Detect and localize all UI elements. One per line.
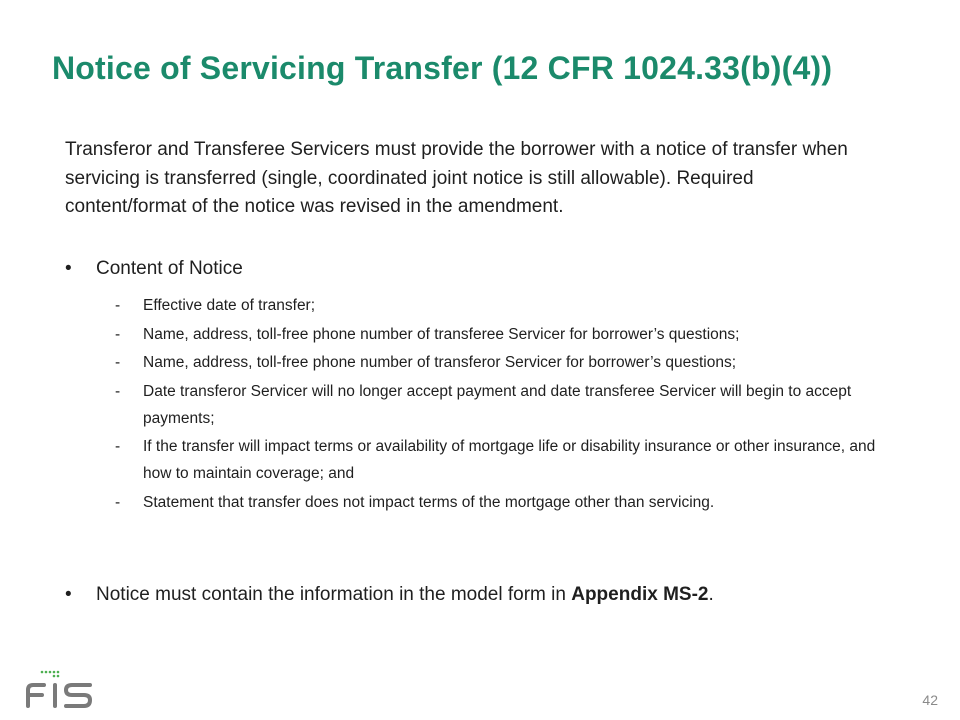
dash-marker: -: [115, 438, 121, 455]
fis-logo-icon: [24, 668, 96, 708]
sublist-item-text: Statement that transfer does not impact terms of the mortgage other than servicing.: [143, 493, 715, 511]
sublist-item: [115, 321, 905, 348]
bullet-text: [96, 584, 714, 606]
sublist-item: [115, 349, 905, 376]
sublist-item-text: If the transfer will impact terms or availability of mortgage life or disability insurance or other insurance, and how to maintain coverage; and: [143, 438, 876, 482]
slide-title: Notice of Servicing Transfer (12 CFR 1024.33(b)(4)): [52, 50, 833, 86]
dash-marker: -: [115, 297, 121, 314]
content-sublist: [115, 292, 905, 517]
sublist-item: [115, 433, 905, 487]
bullet-text-suffix: .: [708, 584, 714, 605]
bullet-dot: •: [65, 258, 72, 279]
sublist-item-text: Date transferor Servicer will no longer accept payment and date transferee Servicer will begin to accept payments;: [143, 382, 852, 427]
page-number: 42: [922, 692, 938, 708]
intro-paragraph: Transferor and Transferee Servicers must provide the borrower with a notice of transfer when servicing is transferred (single, coordinated joint notice is still allowable). Required content/format of the notice was revised in the amendment.: [65, 139, 848, 217]
dash-marker: -: [115, 493, 121, 511]
bullet-text-prefix: Notice must contain the information in the model form in: [96, 584, 572, 605]
sublist-item-text: Name, address, toll-free phone number of transferee Servicer for borrower’s questions;: [143, 325, 740, 343]
sublist-item: [115, 292, 905, 319]
sublist-item: [115, 489, 905, 516]
sublist-item-text: Effective date of transfer;: [143, 297, 316, 314]
bullet-text: Content of Notice: [96, 258, 243, 279]
dash-marker: -: [115, 382, 121, 400]
sublist-item: [115, 378, 905, 432]
sublist-item-text: Name, address, toll-free phone number of transferor Servicer for borrower’s questions;: [143, 354, 737, 371]
dash-marker: -: [115, 354, 121, 371]
dash-marker: -: [115, 325, 121, 343]
bullet-dot: •: [65, 584, 72, 605]
appendix-reference: Appendix MS-2: [571, 584, 709, 605]
